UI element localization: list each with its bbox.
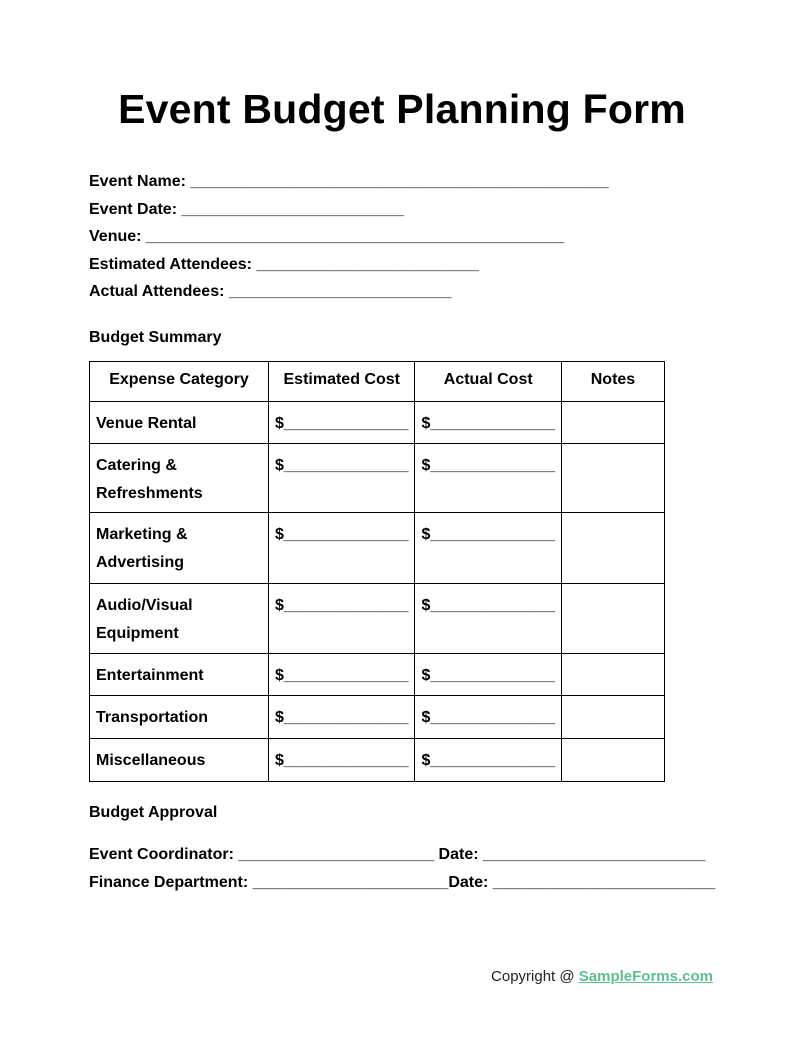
table-row [90, 444, 665, 513]
estimated-cost-cell[interactable]: $______________ [269, 696, 415, 739]
notes-cell[interactable] [561, 513, 664, 584]
header-notes: Notes [561, 362, 664, 402]
budget-table [89, 361, 665, 782]
table-header-row [90, 362, 665, 402]
finance-department-field[interactable]: Finance Department: ______________________Date: _________________________ [89, 874, 716, 891]
expense-category-cell: Venue Rental [90, 402, 269, 444]
actual-cost-cell[interactable]: $______________ [415, 402, 561, 444]
notes-cell[interactable] [561, 444, 664, 513]
budget-summary-heading: Budget Summary [89, 329, 222, 346]
form-title: Event Budget Planning Form [118, 86, 686, 132]
event-info-fields [89, 172, 609, 310]
actual-cost-cell[interactable]: $______________ [415, 444, 561, 513]
event-name-field[interactable]: Event Name: _______________________________________________ [89, 173, 609, 190]
expense-category-cell: Entertainment [90, 654, 269, 696]
estimated-cost-cell[interactable]: $______________ [269, 402, 415, 444]
table-row [90, 513, 665, 584]
approval-fields [89, 845, 715, 901]
notes-cell[interactable] [561, 402, 664, 444]
expense-category-cell: Catering & Refreshments [90, 444, 269, 513]
actual-cost-cell[interactable]: $______________ [415, 654, 561, 696]
table-row [90, 654, 665, 696]
header-actual-cost: Actual Cost [415, 362, 561, 402]
copyright-text: Copyright @ [491, 968, 579, 985]
estimated-attendees-field[interactable]: Estimated Attendees: _________________________ [89, 255, 479, 273]
table-row [90, 739, 665, 782]
actual-cost-cell[interactable]: $______________ [415, 584, 561, 654]
expense-category-cell: Transportation [90, 696, 269, 739]
sampleforms-link[interactable]: SampleForms.com [578, 968, 713, 985]
actual-cost-cell[interactable]: $______________ [415, 513, 561, 584]
event-coordinator-field[interactable]: Event Coordinator: ______________________ Date: _________________________ [89, 846, 706, 863]
estimated-cost-cell[interactable]: $______________ [269, 584, 415, 654]
notes-cell[interactable] [561, 739, 664, 782]
actual-attendees-field[interactable]: Actual Attendees: _________________________ [89, 283, 452, 300]
event-date-field[interactable]: Event Date: _________________________ [89, 200, 404, 218]
estimated-cost-cell[interactable]: $______________ [269, 444, 415, 513]
table-row [90, 402, 665, 444]
copyright-footer [491, 968, 713, 985]
header-expense-category: Expense Category [90, 362, 269, 402]
notes-cell[interactable] [561, 696, 664, 739]
expense-category-cell: Miscellaneous [90, 739, 269, 782]
header-estimated-cost: Estimated Cost [269, 362, 415, 402]
expense-category-cell: Marketing & Advertising [90, 513, 269, 584]
estimated-cost-cell[interactable]: $______________ [269, 513, 415, 584]
notes-cell[interactable] [561, 584, 664, 654]
notes-cell[interactable] [561, 654, 664, 696]
estimated-cost-cell[interactable]: $______________ [269, 739, 415, 782]
table-row [90, 696, 665, 739]
actual-cost-cell[interactable]: $______________ [415, 696, 561, 739]
table-row [90, 584, 665, 654]
budget-approval-heading: Budget Approval [89, 804, 218, 821]
estimated-cost-cell[interactable]: $______________ [269, 654, 415, 696]
expense-category-cell: Audio/Visual Equipment [90, 584, 269, 654]
actual-cost-cell[interactable]: $______________ [415, 739, 561, 782]
venue-field[interactable]: Venue: _______________________________________________ [89, 228, 565, 245]
